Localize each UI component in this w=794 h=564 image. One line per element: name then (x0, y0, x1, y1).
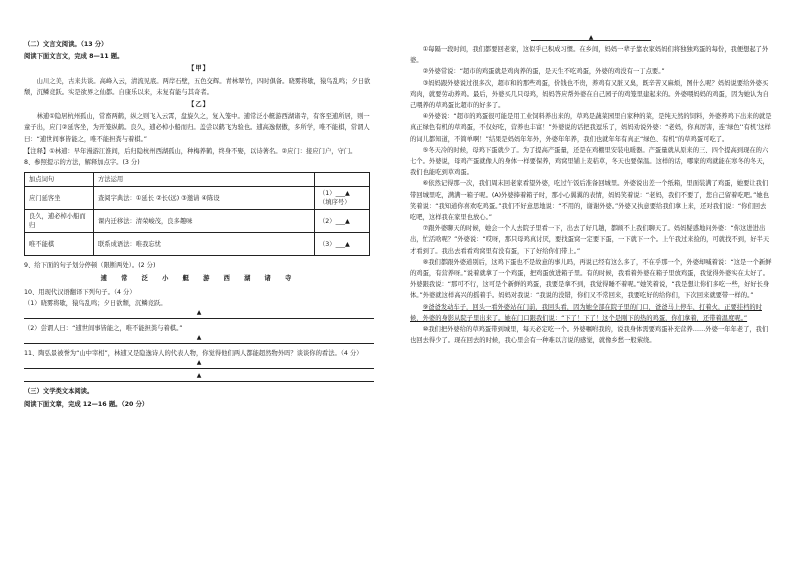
table-cell: 唯不能棋 (25, 233, 94, 256)
section-3-title: （三）文学类文本阅读。 (24, 388, 94, 396)
question-11: 11、陶弘景被誉为“山中宰相”，林逋又是隐逸诗人的代表人物，你觉得他们两人都能超然物外吗？谈谈你的看法。（4 分） (24, 350, 363, 358)
answer-cell[interactable]: （3）___▲ (315, 233, 370, 256)
right-column (410, 34, 772, 346)
method-table (24, 172, 370, 256)
table-cell: 应门延客坐 (25, 187, 94, 210)
annotation-note: 【注释】①林逋：早年漫游江淮间，后归隐杭州西湖孤山，种梅养鹤，终身不娶，以诗著名。②应门：接应门户，守门。 (24, 147, 357, 155)
answer-line-11-a[interactable] (24, 360, 374, 369)
paragraph-9: ⑨爸爸发动车子，回头一看外婆站在门前，我回头看，因为她全部在院子里的门口，爸爸马上停车，打着火，正要挂档的时候，外婆的身影从院子里出来了。她在门口跟我们说：“下了！下了！这个是刚下的热的鸡蛋，你们拿着，还带着温度呢。” (410, 303, 762, 322)
table-row (25, 187, 370, 210)
answer-line-top[interactable] (531, 34, 651, 41)
triangle-marker: ▲ (196, 309, 202, 317)
table-cell: 联系成语法：唯我忘忧 (94, 233, 315, 256)
question-10: 10、用现代汉语翻译下列句子。（4 分） (24, 288, 136, 296)
table-header-cell: 加点词句 (25, 173, 94, 187)
paragraph-7: ⑦跟外婆聊天的时候，她会一个人去院子里看一下，出去了好几趟，都顾不上我们聊天了。妈妈疑惑地问外婆：“你这进进出出，忙活啥呢？”外婆说：“哎呀，那只母鸡真讨厌，要找蛋窝一定要下蛋，一下就下一个。上午我过来捡的，可就找不到，好半天才看到了。我出去看看鸡窝里有没有蛋，下了好给你们带上。” (410, 225, 770, 255)
passage-jia-mark: 【甲】 (188, 65, 210, 73)
passage-yi-text: 林逋①隐居杭州孤山，常畜两鹤，纵之则飞入云霄，盘旋久之，复入笼中。逋常泛小艇游西湖诸寺，有客至逋所居，则一童子出，应门②延客坐，为开笼纵鹤。良久，逋必棹小船而归。盖尝以鹤飞为验也。逋高逸倨傲，多所学，唯不能棋，常谓人曰：“逋世间事皆能之，唯不能担粪与着棋。” (24, 113, 370, 143)
paragraph-10: ⑩我们把外婆给的草鸡蛋带到城里，每天必定吃一个。外婆嘱咐我的，说我身体需要鸡蛋补充营养……外婆一年年老了，我们也回去得少了。现在回去的时候，我心里会有一种难以言说的感觉，就像乡愁一般萦绕。 (410, 326, 769, 345)
table-row (25, 233, 370, 256)
paragraph-4: ④外婆说：“超市的鸡蛋很可能是用工业饲料养出来的，草鸡是蔬菜园里自家种的菜，是纯天然的饲料，外婆养鸡下出来的就是真正绿色有机的草鸡蛋，不仅好吃，营养也丰富！”外婆说的话把我逗乐了，妈妈劝说外婆：“老妈，你真厉害，连‘绿色’‘有机’这样的词儿都知道，不简单啊！”结果是妈妈年年外，外婆年年养，我们也就年年有真正“绿色、有机”的草鸡蛋可吃了。 (410, 113, 772, 143)
section-2-instruction: 阅读下面文言文，完成 8—11 题。 (24, 53, 124, 61)
question-10-1: （1）晓雾将歇，猿鸟乱鸣；夕日欲颓，沉鳞竞跃。 (24, 299, 167, 307)
triangle-marker: ▲ (588, 34, 594, 41)
paragraph-2: ②外婆常说：“超市的鸡蛋就是鸡肉养的蛋，是天生不吃鸡蛋，外婆的鸡没有一丁点要。” (422, 68, 665, 76)
table-cell: 课内迁移法：清荣峻茂，良多趣味 (94, 210, 315, 233)
answer-cell[interactable]: （2）___▲ (315, 210, 370, 233)
table-cell: 查阅字典法：①延长 ②长(远) ③邀请 ④陈设 (94, 187, 315, 210)
triangle-marker: ▲ (196, 359, 202, 367)
table-header-cell: 方法运用 (94, 173, 315, 187)
paragraph-1: ①每隔一段时间，我们都要回老家，这似乎已积成习惯。在乡间，妈妈一辈子靠农家妈妈们将独独鸡蛋的每份，我便想起了外婆。 (410, 46, 769, 65)
answer-line-10-2[interactable] (24, 335, 374, 344)
paragraph-3: ③妈妈跟外婆说过很多次，超市和的那些鸡蛋，价钱也不贵，养鸡有又脏又臭，既辛苦又麻烦，图什么呢？妈妈说要给外婆买鸡肉，就要劳动养鸡。最后，外婆买几只母鸡，妈妈答应帮外婆在自己园子的鸡笼里建起来的。外婆喂妈妈的鸡蛋，因为她认为自己喂养的草鸡蛋比超市的好多了。 (410, 79, 769, 110)
triangle-marker: ▲ (196, 334, 202, 342)
passage-yi-mark: 【乙】 (188, 101, 210, 109)
answer-cell[interactable] (315, 187, 370, 210)
table-cell: 良久，逋必棹小船而归 (25, 210, 94, 233)
answer-line-10-1[interactable] (24, 310, 374, 319)
answer-line-11-b[interactable] (24, 373, 374, 382)
paragraph-6: ⑥依然记得那一次，我们周末回老家看望外婆，吃过午饭后准备回城里。外婆说出差一个纸箱，里面装满了鸡蛋，她要让我们带回城里吃，满满一箱子呢。(A)外婆捧着箱子时，那小心翼翼的表情，妈妈笑着说：“老妈，我们不要了，您自己留着吃吧。”她也笑着说：“我知道你喜欢吃鸡蛋。”我们不好意思地说：“不用的，谢谢外婆。”外婆又执意要给我们拿上来，还对我们说：“你们回去吃吧，这样我在家里也放心。” (410, 180, 769, 222)
paragraph-8: ⑧我们都跟外婆道别后，这鸡下蛋也不是故意的事儿吗，再说已经有这么多了，不在乎那一个，外婆却喊着说：“这是一个新鲜的鸡蛋，有营养呀。”说着就拿了一个鸡蛋，把鸡蛋放进箱子里。有的时候，我看着外婆在箱子里放鸡蛋，我觉得外婆实在太好了。外婆跟我说：“那可不行，这可是个新鲜的鸡蛋，我要是拿不到，我觉得睡不着呢。”她笑着说，“我是想让你们多吃一些，好好长身体。”外婆就这样高兴的摇着手。妈妈对我说：“我说的没错，你们又不常回来，我要吃好的给你们，下次回来就要带一样的。” (410, 258, 772, 300)
question-10-2: （2）尝谓人曰：“逋世间事皆能之，唯不能担粪与着棋。” (24, 325, 183, 333)
paragraph-5: ⑤冬天冷的时候，母鸡下蛋就少了。为了提高产蛋量，还是在鸡棚里安装电暖器。产蛋量就从原来的三、四个提高到现在的六七个。外婆说，母鸡产蛋就像人的身体一样要保养，鸡窝里铺上麦秸草，冬天也要保温。这样的话，哪家的鸡就能在寒冬的冬天，我们也能吃到草鸡蛋。 (410, 146, 769, 177)
answer-slot: （1）___▲ (319, 190, 350, 198)
section-3-instruction: 阅读下面文章，完成 12—16 题。（20 分） (24, 400, 149, 408)
question-8: 8、参照提示的方法，解释加点字。(3 分) (24, 159, 140, 167)
table-header-cell (315, 173, 370, 187)
question-9: 9、给下面的句子划分停顿（限断两处）。(2 分) (24, 262, 156, 270)
question-9-sentence: 逋 常 泛 小 艇 游 西 湖 诸 寺 (100, 275, 298, 283)
section-2-title: （二）文言文阅读。（13 分） (24, 41, 108, 48)
answer-hint: （填序号） (319, 199, 351, 207)
table-header-row (25, 173, 370, 187)
triangle-marker: ▲ (196, 372, 202, 380)
passage-jia-text: 山川之美，古来共谈。高峰入云，清流见底。两岸石壁，五色交辉。青林翠竹，四时俱备。晓雾将歇，猿鸟乱鸣；夕日欲颓，沉鳞竞跃。实是欲界之仙都。自康乐以来，未复有能与其奇者。 (24, 77, 371, 96)
table-row (25, 210, 370, 233)
left-column (24, 38, 374, 411)
